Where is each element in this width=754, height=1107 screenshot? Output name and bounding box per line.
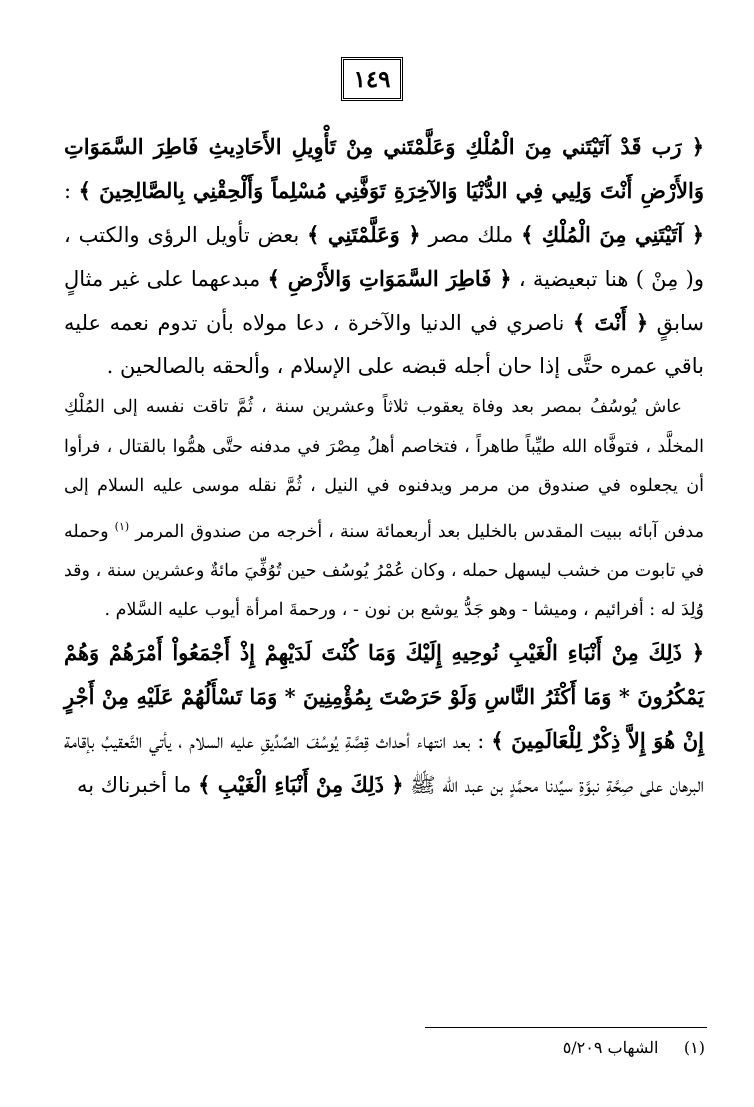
text-segment: عاش يُوسُفُ بمصر بعد وفاة يعقوب ثلاثاً وعشرين سنة ، ثُمَّ تاقت نفسه إلى المُلْكِ المخلَّد ، فتوفَّاه الله طيِّباً طاهراً ، فتخاصم أهلُ مِصْرَ في مدفنه حتَّى همُّوا بالقتال ، فرأوا أن يجعلوه في صندوق من مرمر ويدفنوه في النيل ، ثُمَّ نقله موسى عليه السلام إلى مدفن آبائه ببيت المقدس بالخليل بعد أربعمائة سنة ، أخرجه من صندوق المرمر bbox=[64, 397, 704, 542]
quran-quote: ﴿ فَاطِرَ السَّمَوَاتِ وَالأَرْضِ ﴾ bbox=[267, 266, 512, 291]
text-segment: ملك مصر bbox=[420, 223, 522, 247]
text-segment: : بعد انتهاء أحداث قِصَّةِ يُوسُفَ الصِّدِّيقِ عليه السلام ، يأتي التَّعقيبُ بإقامة البرهان على صِحَّةِ نبوَّةِ سيِّدنا محمَّدٍ بن عبد الله ﷺ bbox=[64, 728, 704, 797]
quran-verse: ﴿ رَب قَدْ آتَيْتَني مِنَ الْمُلْكِ وَعَلَّمْتَني مِنْ تَأْوِيلِ الأَحَادِيثِ فَاطِرَ السَّمَوَاتِ وَالأَرْضِ أَنْتَ وَلِيي فِي الدُّنْيَا وَالآخِرَةِ تَوَفَّنِي مُسْلِماً وَأَلْحِقْنِي بِالصَّالِحِينَ ﴾ bbox=[64, 134, 704, 203]
page-number-text: ١٤٩ bbox=[353, 65, 391, 93]
page-number bbox=[341, 57, 403, 101]
quran-quote: ﴿ آتَيْتَنِي مِنَ الْمُلْكِ ﴾ bbox=[521, 222, 704, 247]
text-segment: : bbox=[64, 179, 79, 203]
paragraph-dua bbox=[64, 125, 704, 388]
text-segment: وحمله في تابوت من خشب ليسهل حمله ، وكان عُمْرُ يُوسُف حين تُوُفِّيَ مائةٌ وعشرين سنة ، وقد وُلِدَ له : أفرائيم ، وميشا - وهو جَدُّ يوشع بن نون - ، ورحمةَ امرأة أيوب عليه السَّلام . bbox=[64, 521, 704, 621]
quran-quote: ﴿ أَنْتَ ﴾ bbox=[572, 310, 649, 335]
text-segment: ناصري في الدنيا والآخرة ، دعا مولاه بأن تدوم نعمه عليه باقي عمره حتَّى إذا حان أجله قبضه على الإسلام ، وألحقه بالصالحين . bbox=[64, 311, 704, 378]
quran-verse: ﴿ ذَلِكَ مِنْ أَنْبَاءِ الْغَيْبِ نُوحِيهِ إِلَيْكَ وَمَا كُنْتَ لَدَيْهِمْ إِذْ أَجْمَعُواْ أَمْرَهُمْ وَهُمْ يَمْكُرُونَ * وَمَا أَكْثَرُ النَّاسِ وَلَوْ حَرَصْتَ بِمُؤْمِنِينَ * وَمَا تَسْأَلُهُمْ عَلَيْهِ مِنْ أَجْرٍ إِنْ هُوَ إِلاَّ ذِكْرٌ لِلْعَالَمِينَ ﴾ bbox=[64, 639, 705, 753]
text-segment: مبدعهما على غير مثالٍ سابقٍ bbox=[64, 267, 705, 335]
footnote-text: الشهاب ٥/٢٠٩ bbox=[562, 1038, 659, 1057]
paragraph-yusuf-death bbox=[64, 388, 704, 631]
footnote-divider bbox=[425, 1027, 707, 1028]
quran-quote: ﴿ وَعَلَّمْتَنِي ﴾ bbox=[307, 222, 421, 247]
footnote bbox=[380, 1038, 705, 1057]
main-text bbox=[64, 125, 704, 807]
footnote-marker: (١) bbox=[683, 1038, 705, 1057]
text-segment: ما أخبرناك به bbox=[77, 772, 199, 797]
paragraph-anbaa-alghayb bbox=[64, 631, 704, 807]
quran-quote: ﴿ ذَلِكَ مِنْ أَنْبَاءِ الْغَيْبِ ﴾ bbox=[198, 771, 404, 797]
footnote-reference[interactable]: (١) bbox=[114, 519, 130, 533]
text-segment: بعض تأويل الرؤى والكتب ، و( مِنْ ) هنا تبعيضية ، bbox=[64, 223, 705, 291]
